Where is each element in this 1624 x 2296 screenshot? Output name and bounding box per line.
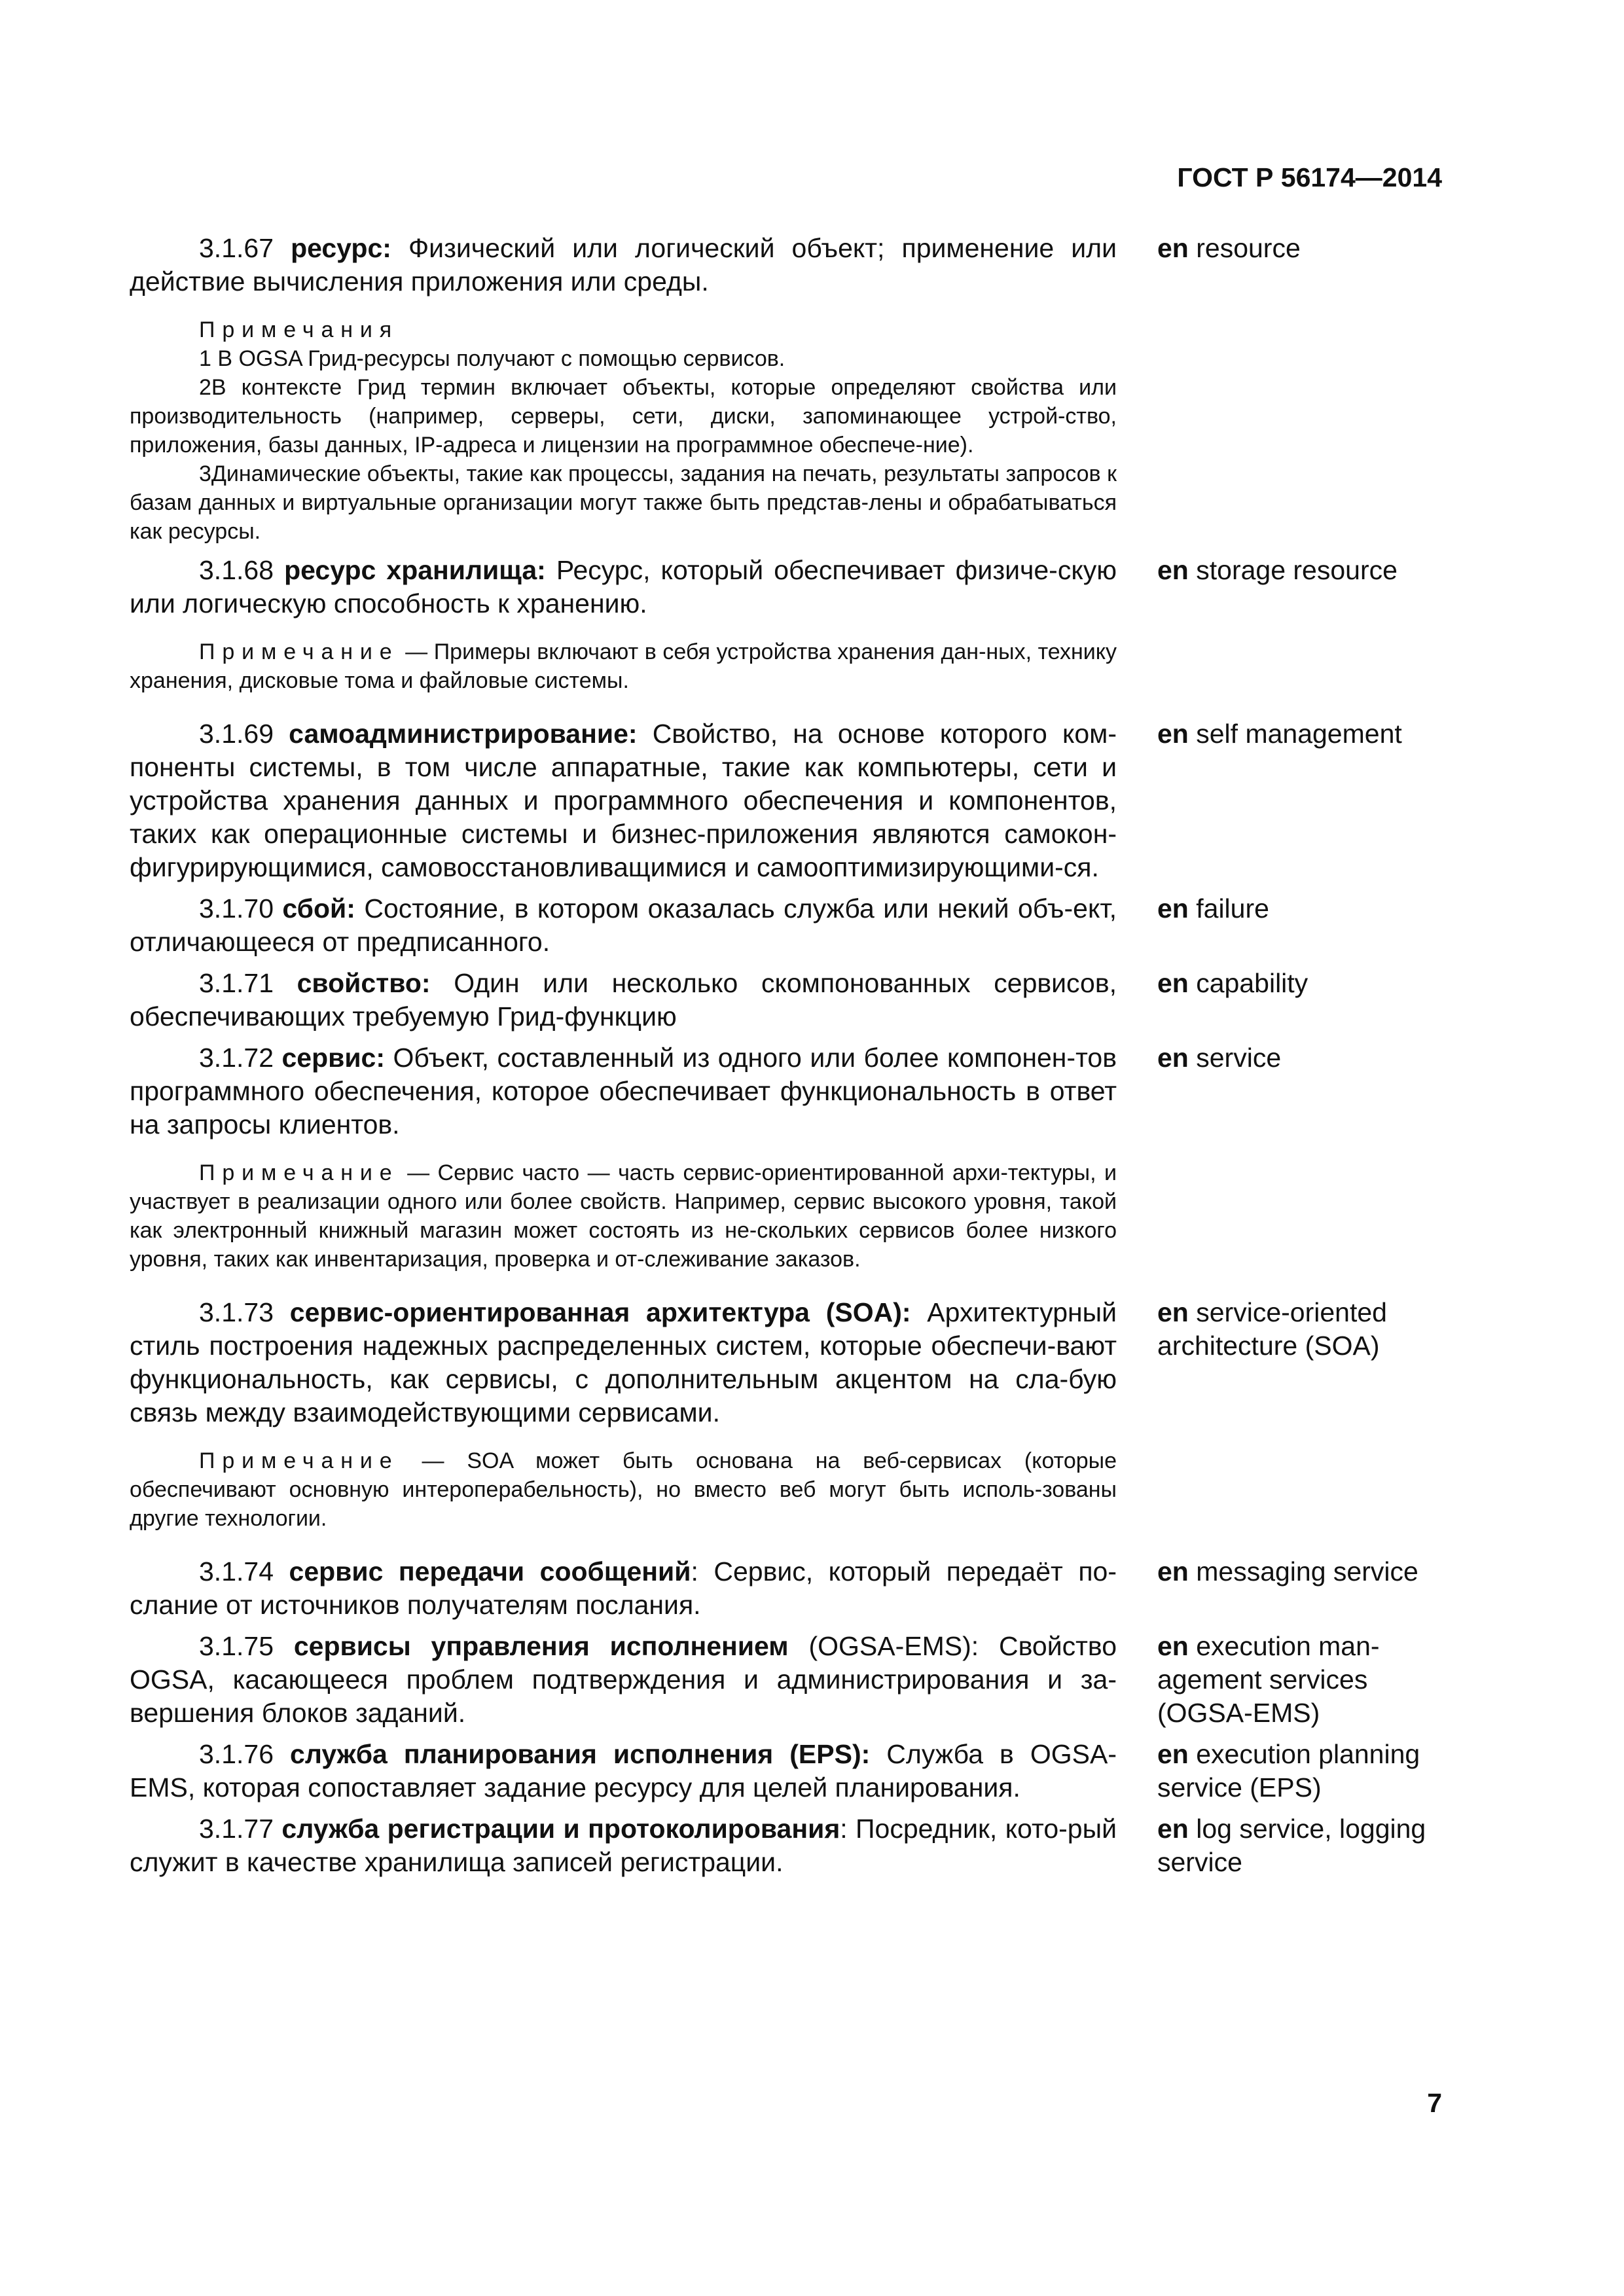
en-label: en [1157, 719, 1189, 749]
term-name: сервис: [281, 1043, 386, 1073]
term-name: свойство: [297, 968, 431, 998]
en-label: en [1157, 233, 1189, 263]
term-entry-3-1-75 [130, 1630, 1442, 1730]
note-label: Примечание [199, 639, 399, 664]
term-name: сервис передачи сообщений [289, 1556, 691, 1587]
term-note [130, 1158, 1117, 1274]
en-term: service-oriented architecture (SOA) [1157, 1297, 1387, 1361]
term-note [130, 1446, 1117, 1533]
term-definition [130, 967, 1117, 1033]
note-text: — Сервис часто — часть сервис-ориентированной архи-тектуры, и участвует в реализации одного или более свойств. Например, сервис высокого уровня, такой как электронный книжный магазин может состоять из не-скольких сервисов более низкого уровня, таких как инвентаризация, проверка и от-слеживание заказов. [130, 1160, 1117, 1272]
term-definition [130, 1738, 1117, 1804]
term-definition [130, 554, 1117, 695]
term-def: : Сервис, который передаёт по-слание от источников получателям послания. [130, 1556, 1117, 1620]
english-equivalent [1157, 967, 1442, 1033]
term-number: 3.1.72 [199, 1043, 274, 1073]
term-entry-3-1-69 [130, 717, 1442, 884]
term-number: 3.1.71 [199, 968, 274, 998]
term-name: самоадминистрирование: [289, 719, 638, 749]
term-name: служба регистрации и протоколирования [281, 1814, 840, 1844]
term-entry-3-1-76 [130, 1738, 1442, 1804]
en-label: en [1157, 1043, 1189, 1073]
english-equivalent [1157, 1812, 1442, 1879]
en-term: execution man-agement services (OGSA-EMS) [1157, 1631, 1380, 1728]
term-def: : Посредник, кото-рый служит в качестве хранилища записей регистрации. [130, 1814, 1117, 1877]
english-equivalent [1157, 232, 1442, 546]
term-name: ресурс хранилища: [284, 555, 546, 585]
term-definition [130, 1296, 1117, 1533]
note-text: — Примеры включают в себя устройства хранения дан-ных, технику хранения, дисковые тома и файловые системы. [130, 639, 1117, 693]
terms-list [130, 232, 1442, 1879]
term-name: сервисы управления исполнением [293, 1631, 789, 1661]
en-label: en [1157, 1631, 1189, 1661]
term-name: сервис-ориентированная архитектура (SOA): [289, 1297, 911, 1327]
term-note [130, 315, 1117, 546]
en-term: capability [1188, 968, 1308, 998]
en-term: service [1188, 1043, 1282, 1073]
note-item: 3Динамические объекты, такие как процессы, задания на печать, результаты запросов к базам данных и виртуальные организации могут также быть представ-лены и обрабатываться как ресурсы. [130, 461, 1117, 544]
en-label: en [1157, 1739, 1189, 1769]
document-header: ГОСТ Р 56174—2014 [1177, 162, 1442, 192]
term-entry-3-1-71 [130, 967, 1442, 1033]
note-text: — SOA может быть основана на веб-сервисах (которые обеспечивают основную интероперабельность), но вместо веб могут быть исполь-зованы другие технологии. [130, 1448, 1117, 1531]
term-number: 3.1.73 [199, 1297, 274, 1327]
term-entry-3-1-67 [130, 232, 1442, 546]
term-definition [130, 1555, 1117, 1622]
en-term: self management [1188, 719, 1402, 749]
term-definition [130, 892, 1117, 959]
term-definition [130, 1630, 1117, 1730]
term-number: 3.1.74 [199, 1556, 274, 1587]
en-label: en [1157, 893, 1189, 924]
term-entry-3-1-73 [130, 1296, 1442, 1533]
term-entry-3-1-74 [130, 1555, 1442, 1622]
english-equivalent [1157, 717, 1442, 884]
en-term: log service, logging service [1157, 1814, 1426, 1877]
term-def: Архитектурный стиль построения надежных распределенных систем, которые обеспечи-вают функциональность, как сервисы, с дополнительным акцентом на сла-бую связь между взаимодействующими сервисами. [130, 1297, 1117, 1427]
english-equivalent [1157, 1630, 1442, 1730]
term-def: (OGSA-EMS): Свойство OGSA, касающееся проблем подтверждения и администрирования и за-вершения блоков заданий. [130, 1631, 1117, 1728]
term-entry-3-1-70 [130, 892, 1442, 959]
en-label: en [1157, 1814, 1189, 1844]
term-def: Ресурс, который обеспечивает физиче-скую или логическую способность к хранению. [130, 555, 1117, 619]
term-def: Свойство, на основе которого ком-поненты системы, в том числе аппаратные, такие как компьютеры, сети и устройства хранения данных и программного обеспечения и компонентов, таких как операционные системы и бизнес-приложения являются самокон-фигурирующимися, самовосстановливащимися и самооптимизирующими-ся. [130, 719, 1117, 882]
term-def: Объект, составленный из одного или более компонен-тов программного обеспечения, которое обеспечивает функциональность в ответ на запросы клиентов. [130, 1043, 1117, 1139]
english-equivalent [1157, 1555, 1442, 1622]
note-label: Примечание [199, 1448, 399, 1473]
term-entry-3-1-77 [130, 1812, 1442, 1879]
term-name: служба планирования исполнения (EPS): [290, 1739, 871, 1769]
term-number: 3.1.69 [199, 719, 274, 749]
term-number: 3.1.75 [199, 1631, 274, 1661]
term-name: сбой: [282, 893, 355, 924]
english-equivalent [1157, 554, 1442, 695]
term-definition [130, 232, 1117, 546]
note-item: 2В контексте Грид термин включает объекты, которые определяют свойства или производительность (например, серверы, сети, диски, запоминающее устрой-ство, приложения, базы данных, IP-адреса и лицензии на программное обеспече-ние). [130, 375, 1117, 457]
term-entry-3-1-68 [130, 554, 1442, 695]
english-equivalent [1157, 1296, 1442, 1533]
term-def: Служба в OGSA-EMS, которая сопоставляет задание ресурсу для целей планирования. [130, 1739, 1117, 1803]
term-def: Один или несколько скомпонованных сервисов, обеспечивающих требуемую Грид-функцию [130, 968, 1117, 1031]
english-equivalent [1157, 1041, 1442, 1274]
term-number: 3.1.70 [199, 893, 274, 924]
term-number: 3.1.68 [199, 555, 274, 585]
term-entry-3-1-72 [130, 1041, 1442, 1274]
note-heading: Примечания [199, 317, 399, 342]
term-number: 3.1.67 [199, 233, 274, 263]
en-label: en [1157, 968, 1189, 998]
note-item: 1 В OGSA Грид-ресурсы получают с помощью сервисов. [199, 346, 785, 371]
en-label: en [1157, 1297, 1189, 1327]
term-def: Физический или логический объект; применение или действие вычисления приложения или среды. [130, 233, 1117, 296]
en-label: en [1157, 555, 1189, 585]
term-number: 3.1.77 [199, 1814, 274, 1844]
term-definition [130, 717, 1117, 884]
english-equivalent [1157, 892, 1442, 959]
page-number: 7 [1427, 2088, 1442, 2118]
en-term: messaging service [1188, 1556, 1418, 1587]
en-label: en [1157, 1556, 1189, 1587]
note-label: Примечание [199, 1160, 399, 1185]
term-number: 3.1.76 [199, 1739, 274, 1769]
en-term: execution planning service (EPS) [1157, 1739, 1420, 1803]
english-equivalent [1157, 1738, 1442, 1804]
en-term: failure [1188, 893, 1269, 924]
term-definition [130, 1041, 1117, 1274]
term-def: Состояние, в котором оказалась служба или некий объ-ект, отличающееся от предписанного. [130, 893, 1117, 957]
term-name: ресурс: [291, 233, 391, 263]
term-note [130, 637, 1117, 695]
term-definition [130, 1812, 1117, 1879]
en-term: storage resource [1188, 555, 1398, 585]
en-term: resource [1188, 233, 1301, 263]
